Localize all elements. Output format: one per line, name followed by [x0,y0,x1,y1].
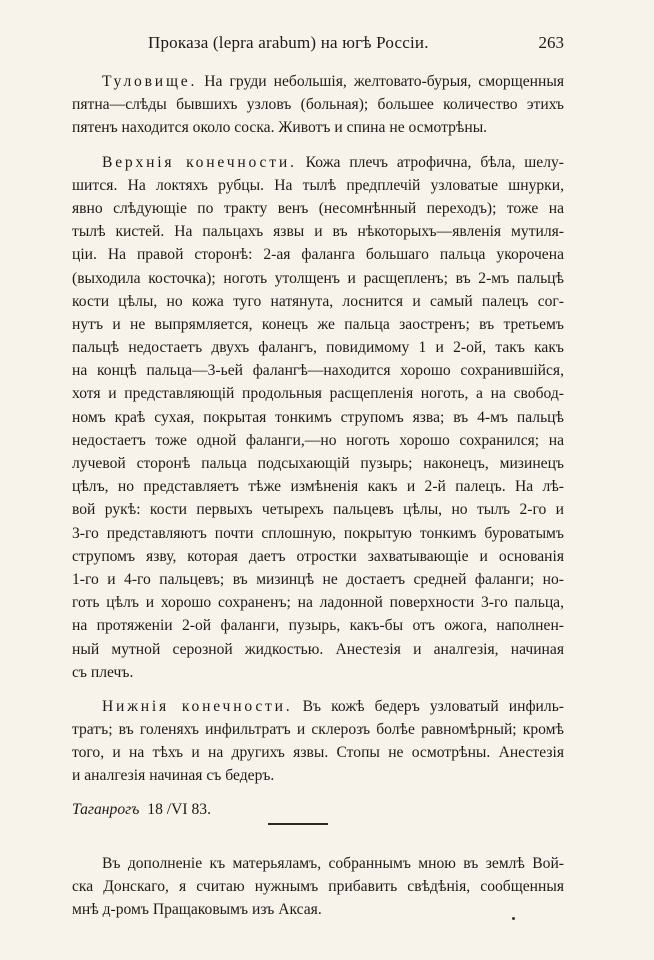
paragraph-lower-limbs [72,695,564,788]
text-line: Въ дополненіе къ матерьяламъ, собраннымъ мною въ землѣ Вой- [102,855,564,872]
text-line: 3-го представляютъ почти сплошную, покрытую тонкимъ буроватымъ [72,524,564,542]
text-line: вой рукѣ: кости первыхъ четырехъ пальцевъ цѣлы, но тылъ 2-го и [72,501,564,519]
line-text: На груди небольшія, желтовато-бурыя, сморщенныя [204,73,564,90]
text-line [72,70,564,93]
text-line: и аналгезія начиная съ бедеръ. [72,767,275,785]
text-line: струпомъ язву, которая даетъ отростки захватывающіе и основанія [72,547,564,565]
line-text: Въ кожѣ бедеръ узловатый инфиль- [302,697,564,715]
line-text: Кожа плечъ атрофична, бѣла, шелу- [305,153,564,171]
signoff-date: 18 /VI 83. [147,800,211,818]
text-line [72,695,564,718]
addendum-paragraph [72,852,564,922]
body-text [72,70,564,821]
text-line: на протяженіи 2-ой фаланги, пузырь, какъ-бы отъ ожога, наполнен- [72,617,564,635]
paragraph-torso [72,70,564,140]
text-line: нутъ и не выпрямляется, конецъ же пальца заостренъ; въ третьемъ [72,315,564,333]
section-divider [268,823,328,825]
text-line: шится. На локтяхъ рубцы. На тылѣ предплечій узловатые шнурки, [72,176,564,194]
ink-speck [512,917,515,920]
text-line: кости цѣлы, но кожа туго натянута, лоснится и самый палецъ сог- [72,292,564,310]
paragraph-upper-limbs [72,151,564,684]
text-line: ный мутной серозной жидкостью. Анестезія и аналгезія, начиная [72,640,564,658]
text-line: съ плечъ. [72,663,134,681]
text-line: явно слѣдующіе по тракту венъ (несомнѣнный переходъ); тоже на [72,199,564,217]
signoff-place: Таганрогъ [72,800,140,818]
text-line: готь цѣлъ и хорошо сохраненъ; на ладонной поверхности 3-го пальца, [72,594,564,612]
text-line: на концѣ пальца—3-ьей фалангѣ—находится хорошо сохранившійся, [72,362,564,380]
page-number: 263 [538,33,564,52]
text-line: 1-го и 4-го пальцевъ; въ мизинцѣ не достаетъ средней фаланги; но- [72,570,564,588]
text-line: недостаетъ тоже одной фаланги,—но ноготь хорошо сохранился; на [72,431,564,449]
text-line: тылѣ кистей. На пальцахъ язвы и въ нѣкоторыхъ—явленія мутиля- [72,223,564,241]
page-header [72,33,564,57]
text-line [72,151,564,174]
text-line: номъ краѣ сухая, покрытая тонкимъ струпомъ язва; въ 4-мъ пальцѣ [72,408,564,426]
text-line: тратъ; въ голеняхъ инфильтратъ и склерозъ болѣе равномѣрный; кромѣ [72,721,564,739]
text-line: ціи. На правой сторонѣ: 2-ая фаланга большаго пальца укорочена [72,246,564,264]
text-line: того, и на тѣхъ и на другихъ язвы. Стопы не осмотрѣны. Анестезія [72,744,564,762]
text-line: мнѣ д-ромъ Пращаковымъ изъ Аксая. [72,901,322,919]
text-line: пальцѣ недостаетъ двухъ фалангъ, повидимому 1 и 2-ой, такъ какъ [72,339,564,357]
text-line: (выходила косточка); ноготь утолщенъ и расщепленъ; въ 2-мъ пальцѣ [72,269,564,287]
text-line: цѣлъ, но представляетъ тѣже измѣненія какъ и 2-й палецъ. На лѣ- [72,478,564,496]
text-line: пятенъ находится около соска. Животъ и спина не осмотрѣны. [72,119,488,137]
signoff [72,798,564,821]
section-heading: Нижнія конечности. [102,697,293,715]
text-line: пятна—слѣды бывшихъ узловъ (больная); большее количество этихъ [72,96,564,114]
text-line: ска Донскаго, я считаю нужнымъ прибавить свѣдѣнія, сообщенныя [72,878,564,896]
section-heading: Туловище. [102,73,198,90]
text-line: лучевой сторонѣ пальца подсыхающій пузырь; наконецъ, мизинецъ [72,455,564,472]
running-head: Проказа (lepra arabum) на югѣ Россіи. [148,33,429,52]
section-heading: Верхнія конечности. [102,153,297,171]
text-line: хотя и представляющій продольныя расщепленія ноготь, а на свобод- [72,385,564,403]
